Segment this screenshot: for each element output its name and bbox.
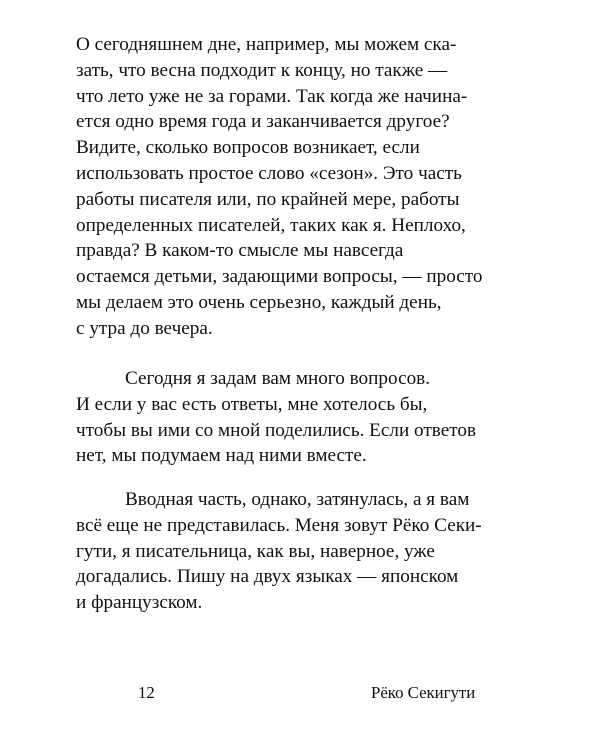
text-line: и французском. [76, 592, 203, 614]
text-line: всё еще не представилась. Меня зовут Рёко Секи- [76, 514, 482, 536]
text-line: работы писателя или, по крайней мере, работы [76, 188, 460, 210]
text-line: гути, я писательница, как вы, наверное, уже [76, 540, 435, 562]
text-line: нет, мы подумаем над ними вместе. [76, 445, 367, 467]
text-line: мы делаем это очень серьезно, каждый день, [76, 291, 442, 313]
paragraph-questions [76, 366, 516, 469]
paragraph-seasons [76, 32, 516, 342]
text-line: правда? В каком-то смысле мы навсегда [76, 240, 404, 262]
text-line: Видите, сколько вопросов возникает, если [76, 137, 420, 159]
page-number: 12 [138, 683, 155, 702]
running-head-author: Рёко Секигути [371, 683, 476, 702]
text-line: использовать простое слово «сезон». Это часть [76, 162, 462, 184]
text-line: чтобы вы ими со мной поделились. Если ответов [76, 419, 477, 441]
text-line: зать, что весна подходит к концу, но также — [76, 59, 448, 81]
text-line: остаемся детьми, задающими вопросы, — просто [76, 266, 483, 288]
text-line: О сегодняшнем дне, например, мы можем ска- [76, 34, 457, 55]
text-line: что лето уже не за горами. Так когда же начина- [76, 85, 468, 107]
text-line: определенных писателей, таких как я. Неплохо, [76, 214, 466, 236]
text-line: с утра до вечера. [76, 317, 213, 339]
text-line: догадались. Пишу на двух языках — японском [76, 566, 459, 588]
paragraph-introduction [76, 487, 516, 616]
text-line: И если у вас есть ответы, мне хотелось бы, [76, 393, 428, 415]
page-footer [0, 681, 600, 711]
text-line: Вводная часть, однако, затянулась, а я вам [125, 489, 470, 510]
text-line: Сегодня я задам вам много вопросов. [125, 368, 431, 389]
text-line: ется одно время года и заканчивается другое? [76, 111, 450, 133]
